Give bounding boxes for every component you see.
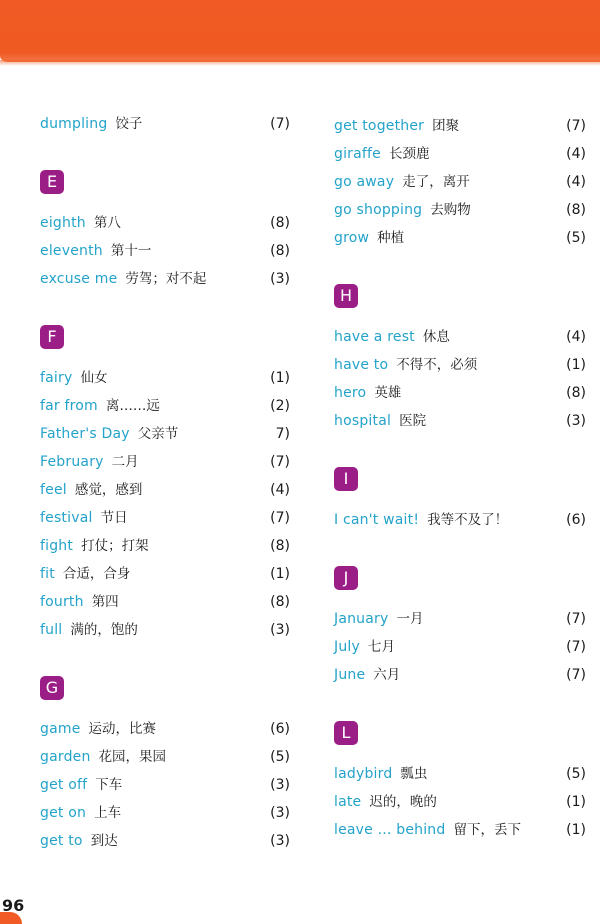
unit-number: (7) — [270, 454, 290, 470]
vocab-entry — [334, 199, 586, 221]
unit-number: 7) — [275, 426, 290, 442]
vocab-meaning: 长颈鹿 — [388, 146, 430, 162]
vocab-word: eighth — [40, 215, 86, 231]
vocab-entry — [40, 830, 290, 852]
unit-number: (5) — [566, 766, 586, 782]
vocab-meaning: 饺子 — [115, 116, 143, 132]
unit-number: (8) — [566, 202, 586, 218]
vocab-entry — [334, 382, 586, 404]
unit-number: (8) — [270, 243, 290, 259]
vocab-word: festival — [40, 510, 93, 526]
unit-number: (4) — [270, 482, 290, 498]
unit-number: (4) — [566, 146, 586, 162]
vocab-word: excuse me — [40, 271, 118, 287]
vocab-word: January — [334, 611, 389, 627]
vocab-entry — [40, 507, 290, 529]
vocab-meaning: 英雄 — [374, 385, 402, 401]
unit-number: (7) — [566, 611, 586, 627]
vocab-meaning: 合适，合身 — [62, 566, 131, 582]
vocab-meaning: 离……远 — [105, 398, 160, 414]
vocab-word: get to — [40, 833, 83, 849]
vocab-entry — [40, 746, 290, 768]
letter-heading-l: L — [334, 721, 358, 745]
vocab-meaning: 团聚 — [432, 118, 460, 134]
vocab-word: dumpling — [40, 116, 108, 132]
vocab-entry — [334, 608, 586, 630]
unit-number: (7) — [566, 667, 586, 683]
vocab-entry — [40, 535, 290, 557]
vocab-meaning: 下车 — [95, 777, 123, 793]
unit-number: (1) — [566, 794, 586, 810]
unit-number: (3) — [566, 413, 586, 429]
vocab-entry — [334, 791, 586, 813]
vocab-entry — [40, 718, 290, 740]
vocab-word: garden — [40, 749, 91, 765]
vocab-word: ladybird — [334, 766, 393, 782]
vocab-entry — [334, 143, 586, 165]
vocab-entry — [334, 509, 586, 531]
vocab-meaning: 六月 — [373, 667, 401, 683]
vocab-entry — [334, 664, 586, 686]
vocab-entry — [334, 410, 586, 432]
vocab-entry — [40, 563, 290, 585]
unit-number: (7) — [566, 118, 586, 134]
vocab-entry — [40, 395, 290, 417]
vocab-meaning: 不得不，必须 — [396, 357, 478, 373]
vocab-entry — [40, 113, 290, 135]
letter-heading-g: G — [40, 676, 64, 700]
unit-number: (1) — [566, 822, 586, 838]
vocab-meaning: 第八 — [93, 215, 121, 231]
vocab-entry — [334, 819, 586, 841]
vocab-word: have to — [334, 357, 389, 373]
unit-number: (6) — [566, 512, 586, 528]
vocab-entry — [40, 451, 290, 473]
vocab-entry — [334, 763, 586, 785]
page-number: 96 — [2, 896, 25, 915]
vocab-meaning: 父亲节 — [137, 426, 179, 442]
vocab-entry — [40, 619, 290, 641]
unit-number: (3) — [270, 833, 290, 849]
vocab-word: game — [40, 721, 81, 737]
vocab-entry — [40, 479, 290, 501]
vocab-entry — [334, 354, 586, 376]
unit-number: (4) — [566, 329, 586, 345]
vocab-word: leave ... behind — [334, 822, 446, 838]
unit-number: (8) — [270, 538, 290, 554]
vocab-word: I can't wait! — [334, 512, 420, 528]
unit-number: (1) — [566, 357, 586, 373]
vocab-word: July — [334, 639, 360, 655]
vocab-word: go shopping — [334, 202, 423, 218]
vocab-word: hero — [334, 385, 367, 401]
vocab-entry — [40, 802, 290, 824]
vocab-word: fight — [40, 538, 74, 554]
vocab-entry — [334, 636, 586, 658]
vocab-word: fit — [40, 566, 55, 582]
vocab-word: fourth — [40, 594, 84, 610]
vocab-meaning: 感觉，感到 — [74, 482, 143, 498]
vocab-word: get off — [40, 777, 88, 793]
vocab-meaning: 走了，离开 — [402, 174, 470, 190]
vocab-entry — [40, 591, 290, 613]
vocab-meaning: 仙女 — [80, 370, 108, 386]
vocab-meaning: 二月 — [111, 454, 139, 470]
unit-number: (7) — [270, 116, 290, 132]
letter-heading-i: I — [334, 467, 358, 491]
vocab-entry — [334, 171, 586, 193]
vocab-meaning: 迟的，晚的 — [369, 794, 437, 810]
vocab-meaning: 花园，果园 — [98, 749, 167, 765]
vocab-entry — [40, 268, 290, 290]
vocab-word: get together — [334, 118, 425, 134]
vocab-word: Father's Day — [40, 426, 130, 442]
vocab-meaning: 上车 — [94, 805, 122, 821]
vocab-word: full — [40, 622, 63, 638]
vocab-word: far from — [40, 398, 98, 414]
vocab-word: go away — [334, 174, 395, 190]
unit-number: (3) — [270, 271, 290, 287]
vocab-entry — [334, 326, 586, 348]
vocab-meaning: 第四 — [91, 594, 119, 610]
unit-number: (8) — [566, 385, 586, 401]
unit-number: (8) — [270, 594, 290, 610]
unit-number: (1) — [270, 566, 290, 582]
vocab-meaning: 我等不及了！ — [427, 512, 509, 528]
letter-heading-e: E — [40, 170, 64, 194]
vocab-word: fairy — [40, 370, 73, 386]
vocab-entry — [40, 240, 290, 262]
unit-number: (1) — [270, 370, 290, 386]
unit-number: (7) — [270, 510, 290, 526]
unit-number: (4) — [566, 174, 586, 190]
letter-heading-j: J — [334, 566, 358, 590]
vocab-meaning: 休息 — [422, 329, 450, 345]
vocab-word: giraffe — [334, 146, 381, 162]
vocab-word: late — [334, 794, 362, 810]
unit-number: (5) — [270, 749, 290, 765]
unit-number: (6) — [270, 721, 290, 737]
unit-number: (3) — [270, 777, 290, 793]
vocab-word: June — [334, 667, 366, 683]
vocab-meaning: 满的，饱的 — [70, 622, 138, 638]
vocab-word: hospital — [334, 413, 392, 429]
vocab-meaning: 节日 — [100, 510, 128, 526]
unit-number: (5) — [566, 230, 586, 246]
vocab-meaning: 七月 — [367, 639, 395, 655]
vocab-word: feel — [40, 482, 67, 498]
vocab-meaning: 第十一 — [110, 243, 152, 259]
vocab-word: grow — [334, 230, 370, 246]
vocab-meaning: 种植 — [377, 230, 405, 246]
vocab-entry — [40, 423, 290, 445]
unit-number: (3) — [270, 622, 290, 638]
vocab-meaning: 打仗；打架 — [81, 538, 149, 554]
vocab-word: get on — [40, 805, 87, 821]
top-banner — [0, 0, 600, 62]
unit-number: (2) — [270, 398, 290, 414]
vocab-word: February — [40, 454, 104, 470]
vocab-meaning: 到达 — [90, 833, 118, 849]
unit-number: (3) — [270, 805, 290, 821]
vocab-entry — [40, 367, 290, 389]
vocab-meaning: 医院 — [399, 413, 427, 429]
letter-heading-h: H — [334, 284, 358, 308]
vocab-meaning: 一月 — [396, 611, 424, 627]
vocab-entry — [40, 212, 290, 234]
vocab-word: have a rest — [334, 329, 415, 345]
vocab-entry — [334, 227, 586, 249]
vocab-entry — [40, 774, 290, 796]
vocab-meaning: 去购物 — [430, 202, 471, 218]
unit-number: (7) — [566, 639, 586, 655]
vocab-meaning: 劳驾；对不起 — [125, 271, 207, 287]
vocab-entry — [334, 115, 586, 137]
vocab-word: eleventh — [40, 243, 103, 259]
unit-number: (8) — [270, 215, 290, 231]
letter-heading-f: F — [40, 325, 64, 349]
vocab-meaning: 瓢虫 — [400, 766, 428, 782]
vocab-meaning: 运动，比赛 — [88, 721, 157, 737]
vocab-meaning: 留下，丢下 — [453, 822, 521, 838]
